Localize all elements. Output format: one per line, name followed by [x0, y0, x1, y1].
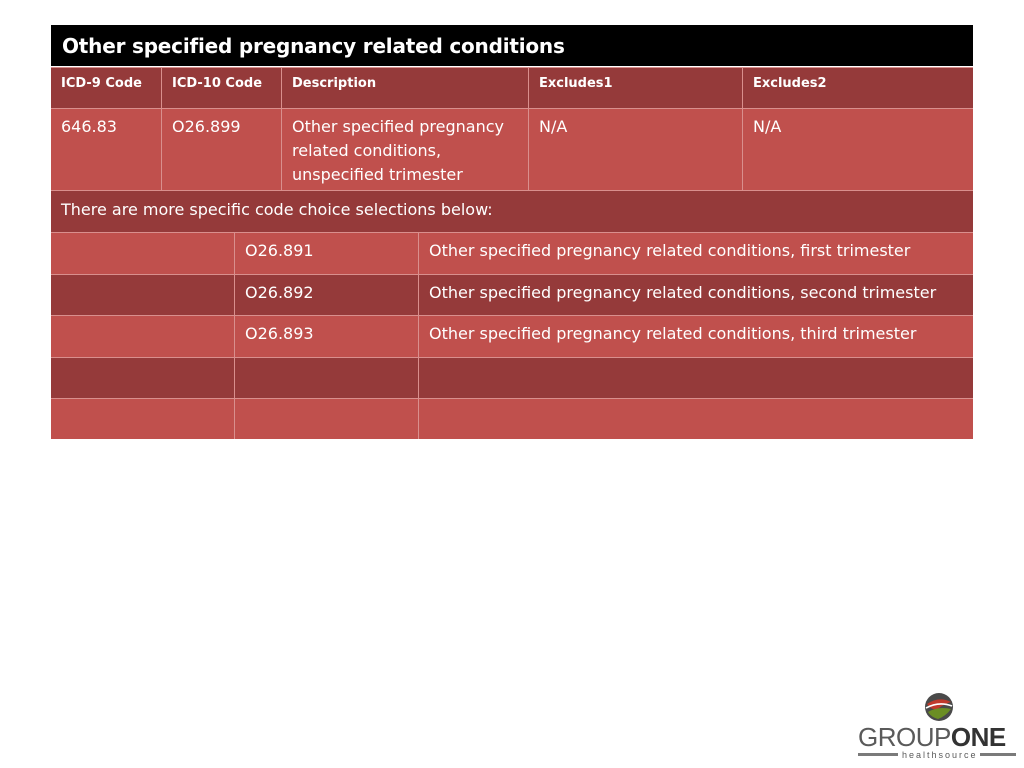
specific-description: [419, 358, 973, 399]
specific-description: Other specified pregnancy related conditions, third trimester: [429, 324, 917, 343]
specific-code-row: [51, 398, 973, 439]
specific-code: O26.892: [235, 275, 419, 316]
header-excludes1: Excludes1: [529, 68, 743, 108]
specific-description: Other specified pregnancy related conditions, first trimester: [429, 241, 911, 260]
logo-group-text: GROUP: [858, 722, 951, 752]
header-description: Description: [282, 68, 529, 108]
specific-code-row: [51, 357, 973, 399]
logo-divider-right: [980, 753, 1016, 756]
page-title: Other specified pregnancy related conditions: [51, 25, 973, 66]
specific-code: O26.891: [235, 233, 419, 274]
table-header-row: [51, 67, 973, 108]
blank-cell: [51, 358, 235, 399]
cell-icd10: O26.899: [162, 109, 282, 190]
specific-description: Other specified pregnancy related conditions, second trimester: [429, 283, 937, 302]
cell-description: Other specified pregnancy related conditions, unspecified trimester: [282, 109, 529, 190]
note-row: [51, 190, 973, 232]
specific-code: [235, 399, 419, 439]
header-icd9: ICD-9 Code: [51, 68, 162, 108]
cell-excludes2: N/A: [753, 117, 782, 136]
blank-cell: [51, 233, 235, 274]
logo-wordmark: [858, 722, 1006, 752]
blank-cell: [51, 316, 235, 357]
header-icd10: ICD-10 Code: [162, 68, 282, 108]
specific-description: [419, 399, 973, 439]
logo-divider-left: [858, 753, 898, 756]
more-specific-note: There are more specific code choice selections below:: [61, 200, 493, 219]
cell-excludes1: N/A: [529, 109, 743, 190]
header-excludes2: Excludes2: [753, 76, 827, 91]
table-row: [51, 108, 973, 190]
blank-cell: [51, 275, 235, 316]
group-one-logo: [858, 692, 1016, 760]
specific-code: O26.893: [235, 316, 419, 357]
cell-icd9: 646.83: [51, 109, 162, 190]
logo-tagline: healthsource: [902, 750, 978, 760]
blank-cell: [51, 399, 235, 439]
logo-one-text: ONE: [950, 722, 1006, 752]
specific-code: [235, 358, 419, 399]
globe-swoosh-icon: [924, 692, 954, 722]
specific-code-row: [51, 315, 973, 357]
specific-code-row: [51, 232, 973, 274]
specific-code-row: [51, 274, 973, 316]
